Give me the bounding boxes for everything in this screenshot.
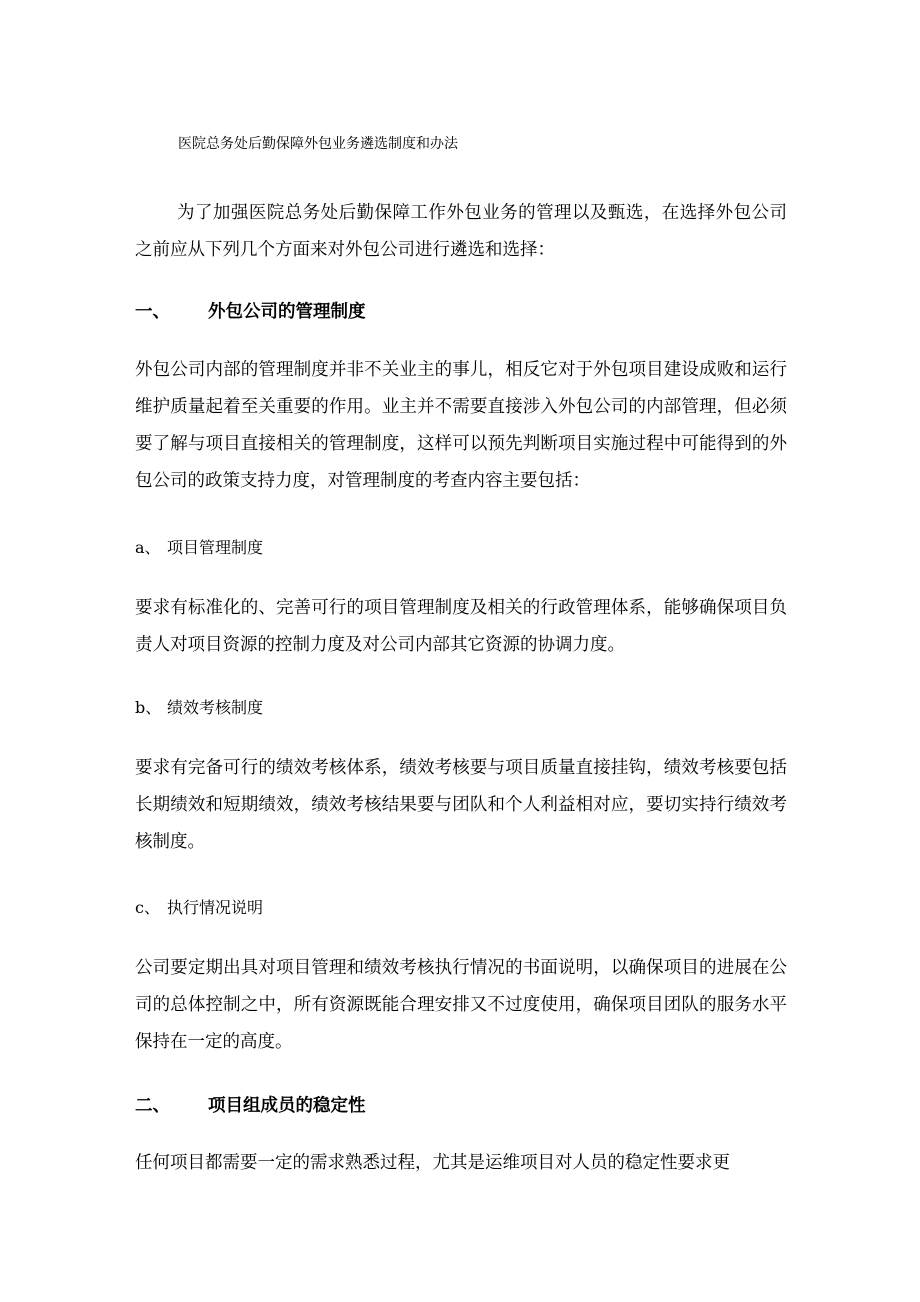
section-1-heading [135, 300, 366, 324]
intro-paragraph: 为了加强医院总务处后勤保障工作外包业务的管理以及甄选，在选择外包公司之前应从下列几个方面来对外包公司进行遴选和选择： [135, 203, 787, 260]
section-1-title: 外包公司的管理制度 [208, 302, 366, 322]
section-1-number: 一、 [135, 302, 170, 322]
section-2-body: 任何项目都需要一定的需求熟悉过程，尤其是运维项目对人员的稳定性要求更 [135, 1153, 730, 1173]
subsection-c-heading [135, 896, 263, 920]
section-2-title: 项目组成员的稳定性 [208, 1096, 366, 1116]
section-2-number: 二、 [135, 1096, 170, 1116]
section-2-heading [135, 1094, 366, 1118]
subsection-b-heading [135, 696, 263, 720]
subsection-c-body: 公司要定期出具对项目管理和绩效考核执行情况的书面说明，以确保项目的进展在公司的总体控制之中，所有资源既能合理安排又不过度使用，确保项目团队的服务水平保持在一定的高度。 [135, 958, 787, 1052]
subsection-b-title: 绩效考核制度 [167, 698, 264, 717]
subsection-b-body: 要求有完备可行的绩效考核体系，绩效考核要与项目质量直接挂钩，绩效考核要包括长期绩效和短期绩效，绩效考核结果要与团队和个人利益相对应，要切实持行绩效考核制度。 [135, 758, 787, 852]
section-1-body: 外包公司内部的管理制度并非不关业主的事儿，相反它对于外包项目建设成败和运行维护质量起着至关重要的作用。业主并不需要直接涉入外包公司的内部管理，但必须要了解与项目直接相关的管理制度，这样可以预先判断项目实施过程中可能得到的外包公司的政策支持力度，对管理制度的考查内容主要包括： [135, 360, 787, 491]
subsection-a-body: 要求有标准化的、完善可行的项目管理制度及相关的行政管理体系，能够确保项目负责人对项目资源的控制力度及对公司内部其它资源的协调力度。 [135, 598, 787, 655]
subsection-a-heading [135, 536, 263, 560]
subsection-a-title: 项目管理制度 [167, 538, 264, 557]
subsection-a-number: a、 [135, 538, 161, 557]
subsection-b-number: b、 [135, 698, 162, 717]
subsection-c-title: 执行情况说明 [167, 898, 264, 917]
subsection-c-number: c、 [135, 898, 160, 917]
document-title: 医院总务处后勤保障外包业务遴选制度和办法 [178, 136, 458, 152]
